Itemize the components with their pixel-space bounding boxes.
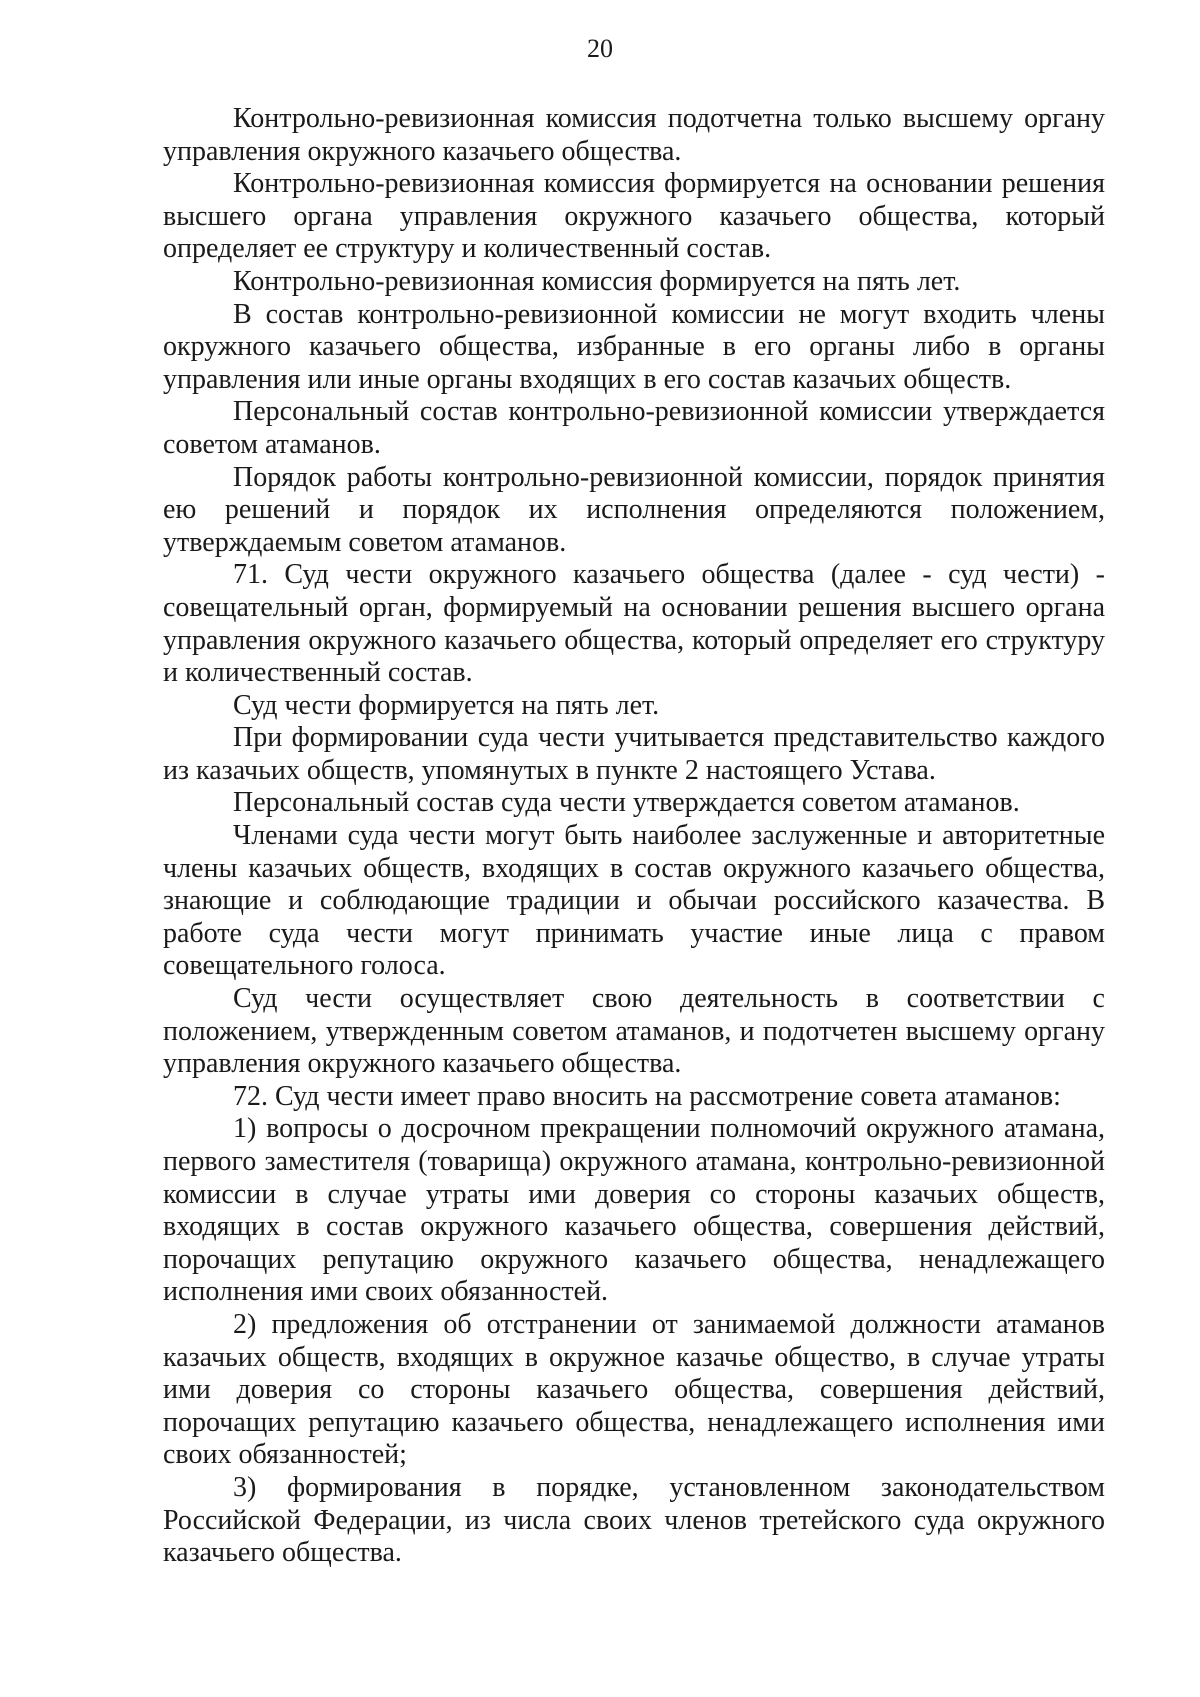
list-item-1: 1) вопросы о досрочном прекращении полномочий окружного атамана, первого заместителя (товарища) окружного атамана, контрольно-ревизионной комиссии в случае утраты ими доверия со стороны казачьих обществ, входящих в состав окружного казачьего общества, совершения действий, порочащих репутацию окружного казачьего общества, ненадлежащего исполнения ими своих обязанностей. — [163, 1113, 1105, 1308]
paragraph-court-term: Суд чести формируется на пять лет. — [233, 689, 660, 721]
page-number: 20 — [587, 34, 613, 63]
paragraph-commission-personnel: Персональный состав контрольно-ревизионной комиссии утверждается советом атаманов. — [163, 396, 1105, 460]
paragraph-commission-procedure: Порядок работы контрольно-ревизионной комиссии, порядок принятия ею решений и порядок их исполнения определяются положением, утверждаемым советом атаманов. — [163, 461, 1105, 558]
document-body — [163, 103, 1105, 1570]
paragraph-commission-formation: Контрольно-ревизионная комиссия формируется на основании решения высшего органа управления окружного казачьего общества, который определяет ее структуру и количественный состав. — [163, 168, 1105, 265]
list-item-2: 2) предложения об отстранении от занимаемой должности атаманов казачьих обществ, входящих в окружное казачье общество, в случае утраты ими доверия со стороны казачьего общества, совершения действий, порочащих репутацию казачьего общества, ненадлежащего исполнения ими своих обязанностей; — [163, 1308, 1105, 1471]
list-item-3: 3) формирования в порядке, установленном законодательством Российской Федерации, из числа своих членов третейского суда окружного казачьего общества. — [163, 1471, 1105, 1569]
paragraph-commission-term: Контрольно-ревизионная комиссия формируется на пять лет. — [233, 265, 961, 297]
paragraph-court-activity: Суд чести осуществляет свою деятельность в соответствии с положением, утвержденным советом атаманов, и подотчетен высшему органу управления окружного казачьего общества. — [163, 983, 1105, 1080]
paragraph-72-court-rights: 72. Суд чести имеет право вносить на рассмотрение совета атаманов: — [233, 1080, 1061, 1112]
paragraph-commission-membership: В состав контрольно-ревизионной комиссии не могут входить члены окружного казачьего общества, избранные в его органы либо в органы управления или иные органы входящих в его состав казачьих обществ. — [163, 298, 1105, 395]
paragraph-court-members: Членами суда чести могут быть наиболее заслуженные и авторитетные члены казачьих обществ, входящих в состав окружного казачьего общества, знающие и соблюдающие традиции и обычаи российского казачества. В работе суда чести могут принимать участие иные лица с правом совещательного голоса. — [163, 820, 1105, 982]
paragraph-commission-accountability: Контрольно-ревизионная комиссия подотчетна только высшему органу управления окружного казачьего общества. — [163, 103, 1105, 167]
paragraph-court-personnel: Персональный состав суда чести утверждается советом атаманов. — [233, 787, 1020, 819]
paragraph-71-court-of-honor: 71. Суд чести окружного казачьего общества (далее - суд чести) - совещательный орган, формируемый на основании решения высшего органа управления окружного казачьего общества, который определяет его структуру и количественный состав. — [163, 559, 1105, 689]
paragraph-court-representation: При формировании суда чести учитывается представительство каждого из казачьих обществ, упомянутых в пункте 2 настоящего Устава. — [163, 722, 1105, 786]
